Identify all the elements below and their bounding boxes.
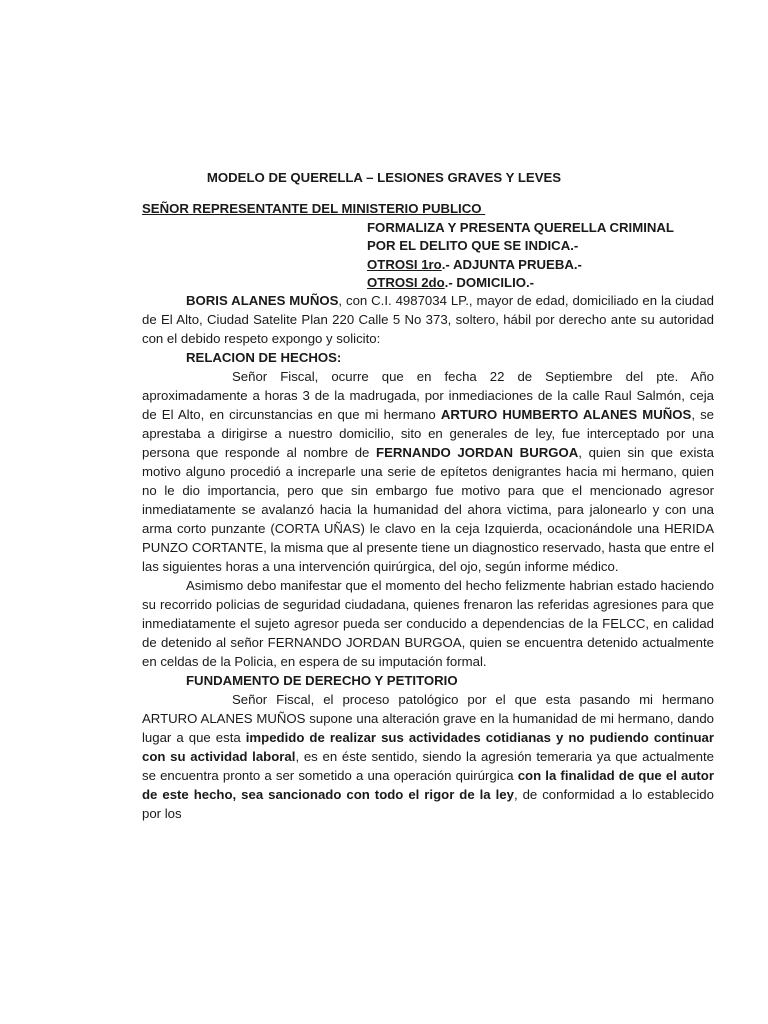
facts-text: Señor Fiscal, ocurre que en fecha 22 de Septiembre del pte. Año aproximadamente a horas 3 de la madrugada, por inmediaciones de la calle Raul Salmón, ceja de El Alto, en circunstancias en que mi hermano [142,369,714,422]
otrosi-1-text: .- ADJUNTA PRUEBA.- [441,256,582,272]
otrosi-1-label: OTROSI 1ro [367,256,442,272]
facts-text: , se aprestaba a dirigirse a nuestro domicilio, sito en generales de ley, fue interceptado por una persona que responde al nombre de [142,407,715,460]
law-emphasis: con la finalidad de que el autor de este hecho, sea sancionado con todo el rigor de la ley [142,768,714,802]
section-heading-law: FUNDAMENTO DE DERECHO Y PETITORIO [186,673,458,688]
section-heading-facts: RELACION DE HECHOS: [186,350,342,365]
law-text: Señor Fiscal, el proceso patológico por el que esta pasando mi hermano ARTURO ALANES MUÑOS supone una alteración grave en la humanidad de mi hermano, dando lugar a que esta [142,692,714,745]
subject-block [367,218,674,291]
aggressor-name: FERNANDO JORDAN BURGOA [376,445,579,460]
law-text: , es en éste sentido, siendo la agresión temeraria ya que actualmente se encuentra pronto a ser sometido a una operación quirúrgica [142,749,714,783]
law-paragraph [142,690,714,823]
document-title: MODELO DE QUERELLA – LESIONES GRAVES Y LEVES [206,170,562,185]
law-emphasis: impedido de realizar sus actividades cotidianas y no pudiendo continuar con su actividad laboral [142,730,714,764]
intro-text: , con C.I. 4987034 LP., mayor de edad, domiciliado en la ciudad de El Alto, Ciudad Satelite Plan 220 Calle 5 No 373, soltero, hábil por derecho ante su autoridad con el debido respeto expongo y solicito: [142,293,714,346]
subject-line [367,255,674,273]
law-text: , de conformidad a lo establecido por los [142,787,714,821]
intro-paragraph [142,291,714,348]
subject-line [367,273,674,291]
facts-paragraph [142,367,714,576]
otrosi-2-text: .- DOMICILIO.- [444,274,535,290]
subject-line: POR EL DELITO QUE SE INDICA.- [367,238,579,254]
facts-paragraph-2: Asimismo debo manifestar que el momento del hecho felizmente habrian estado haciendo su recorrido policias de seguridad ciudadana, quienes frenaron las referidas agresiones para que inmediatamente el sujeto agresor pueda ser conducido a dependencias de la FELCC, en calidad de detenido al señor FERNANDO JORDAN BURGOA, quien se encuentra detenido actualmente en celdas de la Policia, en espera de su imputación formal. [142,578,714,669]
complainant-name: BORIS ALANES MUÑOS [186,293,339,308]
otrosi-2-label: OTROSI 2do [367,274,445,290]
subject-line: FORMALIZA Y PRESENTA QUERELLA CRIMINAL [367,220,674,235]
facts-text: , quien sin que exista motivo alguno procedió a increparle una serie de epítetos denigrantes hacia mi hermano, quien no le dio importancia, pero que sin embargo fue motivo para que el mencionado agresor inmediatamente se avalanzó hacia la humanidad del ahora victima, para jalonearlo y con una arma corto punzante (CORTA UÑAS) le clavo en la ceja Izquierda, ocacionándole una HERIDA PUNZO CORTANTE, la misma que al presente tiene un diagnostico reservado, hasta que entre el las siguientes horas a una intervención quirúrgica, del ojo, según informe médico. [142,445,714,574]
victim-name: ARTURO HUMBERTO ALANES MUÑOS [440,407,692,422]
addressee: SEÑOR REPRESENTANTE DEL MINISTERIO PUBLICO [142,201,486,216]
document-body [142,291,714,823]
